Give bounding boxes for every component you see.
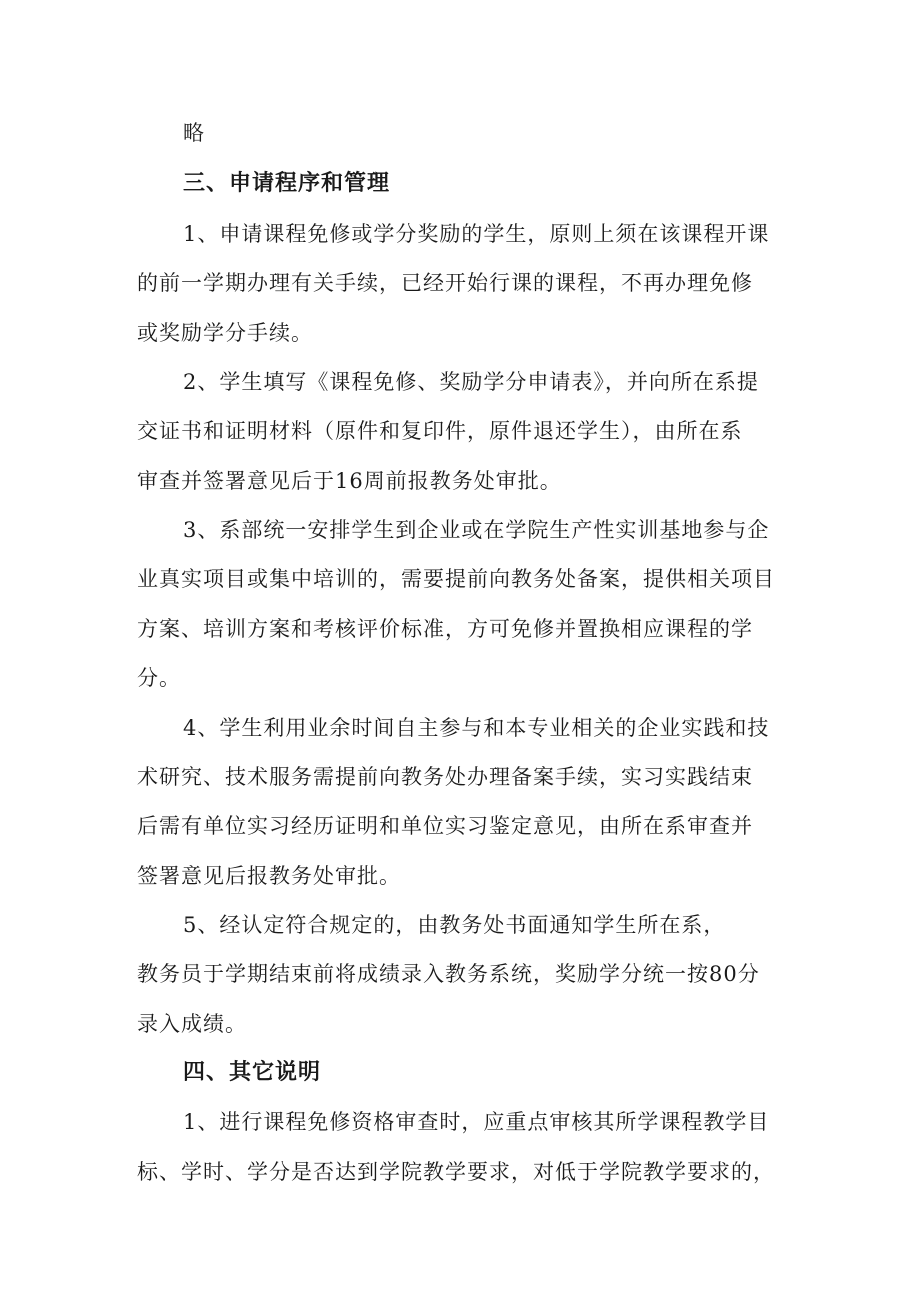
paragraph-line: 的前一学期办理有关手续，已经开始行课的课程，不再办理免修 (137, 271, 753, 295)
paragraph-line: 录入成绩。 (137, 1012, 247, 1036)
paragraph-line: 后需有单位实习经历证明和单位实习鉴定意见，由所在系审查并 (137, 814, 753, 838)
paragraph-line: 或奖励学分手续。 (137, 321, 313, 345)
paragraph-line: 审查并签署意见后于16周前报教务处审批。 (137, 469, 562, 493)
paragraph-line: 5、经认定符合规定的，由教务处书面通知学生所在系， (183, 913, 726, 937)
paragraph-line: 签署意见后报教务处审批。 (137, 864, 401, 888)
paragraph-line: 术研究、技术服务需提前向教务处办理备案手续，实习实践结束 (137, 765, 753, 789)
paragraph-line: 分。 (137, 666, 181, 690)
paragraph-line: 3、系部统一安排学生到企业或在学院生产性实训基地参与企 (183, 518, 770, 542)
text-line: 略 (183, 121, 205, 145)
paragraph-line: 业真实项目或集中培训的，需要提前向教务处备案，提供相关项目 (137, 567, 775, 591)
paragraph-line: 1、进行课程免修资格审查时，应重点审核其所学课程教学目 (183, 1110, 770, 1134)
section-heading-4: 四、其它说明 (183, 1060, 322, 1085)
paragraph-line: 教务员于学期结束前将成绩录入教务系统，奖励学分统一按80分 (137, 962, 760, 986)
paragraph-line: 交证书和证明材料（原件和复印件，原件退还学生），由所在系 (137, 419, 743, 443)
paragraph-line: 方案、培训方案和考核评价标准，方可免修并置换相应课程的学 (137, 617, 753, 641)
section-heading-3: 三、申请程序和管理 (183, 171, 391, 196)
paragraph-line: 2、学生填写《课程免修、奖励学分申请表》，并向所在系提 (183, 370, 759, 394)
paragraph-line: 标、学时、学分是否达到学院教学要求，对低于学院教学要求的， (137, 1160, 775, 1184)
paragraph-line: 4、学生利用业余时间自主参与和本专业相关的企业实践和技 (183, 716, 770, 740)
paragraph-line: 1、申请课程免修或学分奖励的学生，原则上须在该课程开课 (183, 222, 770, 246)
